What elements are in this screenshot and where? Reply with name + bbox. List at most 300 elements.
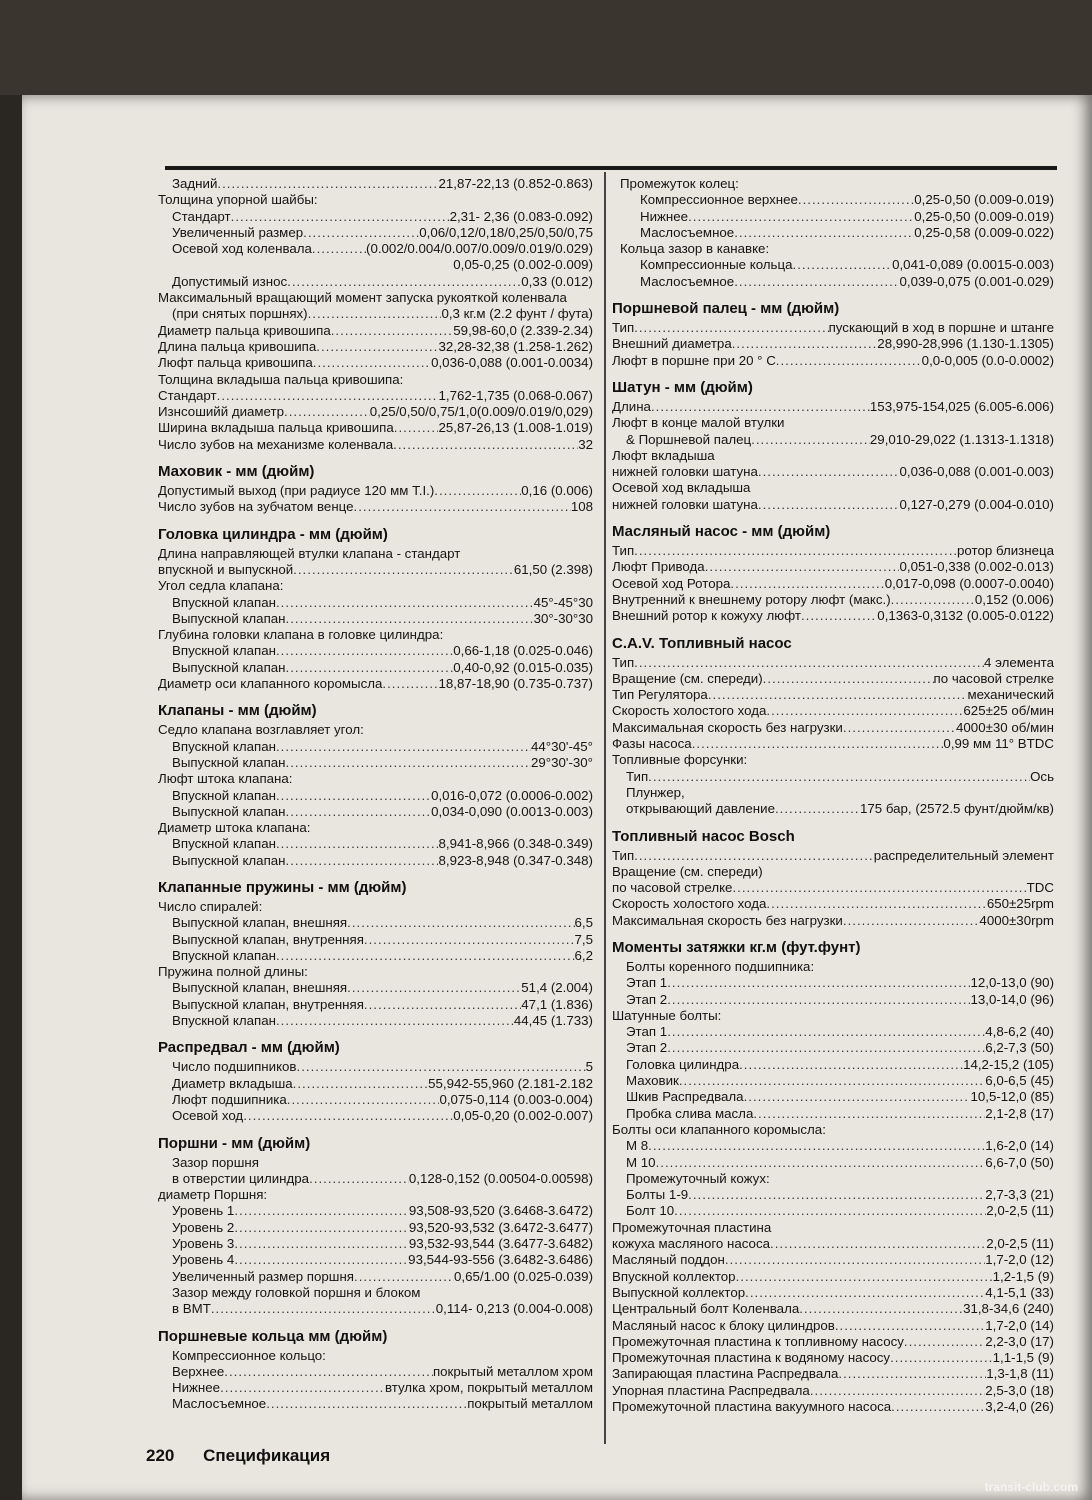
spec-label: Диаметр пальца кривошипа [158, 322, 331, 338]
leader-dots [656, 1155, 986, 1171]
leader-dots [287, 274, 521, 290]
spec-value: 10,5-12,0 (85) [970, 1089, 1054, 1105]
leader-dots [838, 1366, 986, 1382]
leader-dots [667, 975, 970, 991]
spec-row [158, 788, 593, 804]
spec-row [612, 1236, 1054, 1252]
spec-label: Болты оси клапанного коромысла: [612, 1121, 826, 1137]
spec-label: Люфт в конце малой втулки [612, 415, 785, 431]
leader-dots [843, 720, 956, 736]
leader-dots [776, 353, 922, 369]
spec-label: Число подшипников [172, 1059, 297, 1075]
spec-row [612, 1106, 1054, 1122]
spec-value: 0,25-0,50 (0.009-0.019) [914, 192, 1054, 208]
spec-label: Упорная пластина Распредвала [612, 1382, 810, 1398]
leader-dots [799, 1301, 963, 1317]
spec-label: Скорость холостого хода [612, 703, 767, 719]
right-column [612, 176, 1054, 1415]
leader-dots [394, 420, 439, 436]
spec-label: Допустимый выход (при радиусе 120 мм T.I.) [158, 483, 435, 499]
spec-label: Длина пальца кривошипа [158, 338, 317, 354]
leader-dots [286, 611, 534, 627]
spec-value: 0,33 (0.012) [521, 273, 593, 289]
spec-label: Длина [612, 398, 651, 414]
leader-dots [801, 608, 877, 624]
spec-row [612, 1301, 1054, 1317]
spec-row [158, 804, 593, 820]
left-column [158, 176, 593, 1413]
spec-value: 29,010-29,022 (1.1313-1.1318) [869, 431, 1054, 447]
spec-value: 45°-45°30 [533, 594, 593, 610]
spec-value: 0,65/1.00 (0.025-0.039) [454, 1268, 593, 1284]
spec-label: Диаметр штока клапана: [158, 820, 311, 836]
leader-dots [303, 225, 419, 241]
spec-label: Изнсошийй диаметр [158, 404, 284, 420]
spec-label: Стандарт [158, 387, 217, 403]
spec-value: 6,0-6,5 (45) [985, 1073, 1054, 1089]
spec-row [612, 320, 1054, 336]
spec-label: Тип [612, 847, 635, 863]
spec-row [158, 1269, 593, 1285]
spec-value: 55,942-55,960 (2.181-2.182 [428, 1075, 593, 1091]
leader-dots [293, 1076, 428, 1092]
leader-dots [434, 483, 521, 499]
leader-dots [331, 323, 454, 339]
leader-dots [736, 1269, 993, 1285]
spec-row [612, 480, 1054, 496]
spec-label: по часовой стрелке [612, 880, 733, 896]
spec-value: 153,975-154,025 (6.005-6.006) [869, 398, 1054, 414]
spec-value: 0,016-0,072 (0.0006-0.002) [431, 787, 593, 803]
spec-row [612, 992, 1054, 1008]
leader-dots [766, 703, 963, 719]
spec-value: TDC [1026, 880, 1054, 896]
spec-label: Максимальная скорость без нагрузки [612, 719, 843, 735]
spec-value: 0,075-0,114 (0.003-0.004) [439, 1091, 593, 1107]
spec-row [158, 1155, 593, 1171]
spec-label: М 8 [626, 1138, 649, 1154]
leader-dots [730, 576, 884, 592]
spec-value: 2,0-2,5 (11) [986, 1203, 1054, 1219]
leader-dots [758, 497, 900, 513]
leader-dots [284, 404, 370, 420]
spec-label: Задний [172, 176, 218, 191]
leader-dots [793, 257, 893, 273]
spec-row [612, 225, 1054, 241]
spec-label: Угол седла клапана: [158, 578, 284, 594]
spec-row [158, 355, 593, 371]
spec-label: Тип [612, 654, 635, 670]
spec-value: 93,508-93,520 (3.6468-3.6472) [408, 1203, 593, 1219]
spec-label: Промежуточная пластина к топливному насосу [612, 1333, 904, 1349]
spec-label: Болт 10 [626, 1203, 675, 1219]
leader-dots [266, 1396, 467, 1412]
spec-label: кожуха масляного насоса [612, 1236, 770, 1252]
spec-value: 0,05-0,20 (0.002-0.007) [453, 1108, 593, 1124]
page-number: 220 [146, 1446, 175, 1465]
leader-dots [667, 1040, 985, 1056]
spec-row [612, 576, 1054, 592]
leader-dots [891, 592, 975, 608]
spec-row [158, 1348, 593, 1364]
spec-row [612, 1252, 1054, 1268]
leader-dots [217, 388, 439, 404]
spec-label: Толщина вкладыша пальца кривошипа: [158, 371, 404, 387]
spec-label: Уровень 4 [172, 1252, 235, 1268]
spec-row [158, 1285, 593, 1301]
spec-row [612, 1203, 1054, 1219]
spec-row [612, 1187, 1054, 1203]
spec-value: 0,25-0,58 (0.009-0.022) [914, 224, 1054, 240]
spec-label: Маховик [626, 1073, 679, 1089]
leader-dots [744, 1089, 971, 1105]
spec-value: 0,127-0,279 (0.004-0.010) [899, 496, 1054, 512]
spec-label: Впускной клапан [172, 836, 276, 852]
spec-row [612, 1008, 1054, 1024]
spec-value: 44°30'-45° [531, 738, 593, 754]
spec-label: Выпускной коллектор [612, 1284, 746, 1300]
spec-value: 3,2-4,0 (26) [985, 1399, 1054, 1414]
spec-row [158, 948, 593, 964]
spec-value: 0,039-0,075 (0.001-0.029) [899, 273, 1054, 289]
spec-value: 0,034-0,090 (0.0013-0.003) [431, 803, 593, 819]
spec-row [612, 353, 1054, 369]
spec-row [612, 274, 1054, 290]
leader-dots [308, 306, 442, 322]
leader-dots [234, 1252, 408, 1268]
leader-dots [276, 836, 439, 852]
spec-label: Тип [612, 543, 635, 559]
leader-dots [745, 1285, 985, 1301]
spec-row [612, 176, 1054, 192]
spec-row [612, 959, 1054, 975]
spec-label: Уровень 1 [172, 1203, 235, 1219]
leader-dots [231, 209, 450, 225]
spec-row [612, 608, 1054, 624]
spec-label: диаметр Поршня: [158, 1187, 268, 1203]
spec-row [158, 853, 593, 869]
leader-dots [234, 1236, 409, 1252]
spec-value: 6,2-7,3 (50) [985, 1040, 1054, 1056]
spec-label: Выпускной клапан, внешняя [172, 980, 348, 996]
leader-dots [316, 339, 438, 355]
leader-dots [276, 788, 431, 804]
spec-value: 0,017-0,098 (0.0007-0.0040) [884, 575, 1054, 591]
leader-dots [634, 655, 984, 671]
leader-dots [775, 801, 860, 817]
leader-dots [364, 932, 575, 948]
section-heading: Головка цилиндра - мм (дюйм) [158, 525, 388, 543]
spec-label: Промежуточная пластина [612, 1219, 772, 1235]
header-rule [165, 166, 1057, 170]
spec-value: 32 [578, 436, 593, 452]
spec-row [612, 1318, 1054, 1334]
spec-value: 13,0-14,0 (96) [970, 991, 1054, 1007]
spec-row [612, 399, 1054, 415]
leader-dots [220, 1380, 385, 1396]
spec-label: Маслосъемное [640, 224, 735, 240]
leader-dots [708, 687, 968, 703]
spec-row [158, 483, 593, 499]
spec-label: Нижнее [172, 1380, 221, 1396]
spec-value: 0,152 (0.006) [974, 591, 1054, 607]
spec-label: Допустимый износ [172, 273, 288, 289]
spec-label: Компрессионное верхнее [640, 192, 798, 208]
spec-label: Длина направляющей втулки клапана - стандарт [158, 545, 461, 561]
spec-label: Скорость холостого хода [612, 896, 767, 912]
spec-label: Масляный поддон [612, 1252, 725, 1268]
spec-row [158, 1187, 593, 1203]
spec-label: Промежуточной пластина вакуумного насоса [612, 1399, 892, 1414]
spec-value: 4 элемента [984, 654, 1054, 670]
spec-value: 2,2-3,0 (17) [985, 1333, 1054, 1349]
spec-row [158, 1108, 593, 1124]
spec-label: Болты коренного подшипника: [626, 958, 815, 974]
spec-label: Тип Регулятора [612, 687, 708, 703]
spec-label: Внутренний к внешнему ротору люфт (макс.) [612, 591, 891, 607]
spec-label: Верхнее [172, 1363, 225, 1379]
leader-dots [770, 1236, 986, 1252]
spec-row [158, 611, 593, 627]
spec-row [158, 755, 593, 771]
spec-row [612, 1366, 1054, 1382]
leader-dots [667, 1024, 985, 1040]
spec-row [612, 703, 1054, 719]
spec-value: 1,762-1,735 (0.068-0.067) [438, 387, 593, 403]
spec-label: Тип [612, 320, 635, 336]
spec-row [158, 1380, 593, 1396]
leader-dots [286, 660, 454, 676]
spec-value: 175 бар, (2572.5 фунт/дюйм/кв) [859, 801, 1054, 817]
spec-row [158, 1171, 593, 1187]
spec-row [612, 752, 1054, 768]
spec-label: Диаметр оси клапанного коромысла [158, 676, 383, 692]
spec-row [612, 192, 1054, 208]
spec-row [158, 595, 593, 611]
spec-value: покрытый металлом [467, 1396, 593, 1412]
spec-row [158, 420, 593, 436]
spec-label: Выпускной клапан [172, 659, 286, 675]
leader-dots [286, 804, 432, 820]
spec-value: механический [967, 687, 1054, 703]
spec-label: (при снятых поршнях) [172, 306, 308, 322]
leader-dots [286, 755, 532, 771]
leader-dots [309, 1171, 409, 1187]
spec-row [158, 388, 593, 404]
spec-row [158, 372, 593, 388]
spec-row [612, 497, 1054, 513]
spec-value: 8,923-8,948 (0.347-0.348) [438, 852, 593, 868]
spec-row [612, 1122, 1054, 1138]
leader-dots [688, 209, 914, 225]
spec-label: Впускной клапан [172, 594, 276, 610]
spec-row [612, 801, 1054, 817]
spec-row [612, 1057, 1054, 1073]
spec-label: Фазы насоса [612, 736, 692, 752]
spec-label: Выпускной клапан [172, 852, 286, 868]
spec-value: 18,87-18,90 (0.735-0.737) [438, 676, 593, 692]
leader-dots [732, 336, 878, 352]
spec-value: 93,520-93,532 (3.6472-3.6477) [408, 1219, 593, 1235]
spec-label: Осевой ход Ротора [612, 575, 731, 591]
spec-label: Вращение (см. спереди) [612, 863, 763, 879]
spec-label: Этап 2 [626, 991, 668, 1007]
spec-label: Выпускной клапан, внутренняя [172, 931, 364, 947]
spec-label: Головка цилиндра [626, 1056, 740, 1072]
leader-dots [705, 559, 900, 575]
spec-row [612, 559, 1054, 575]
spec-label: Компрессионное кольцо: [172, 1347, 326, 1363]
leader-dots [739, 1057, 963, 1073]
spec-row [612, 896, 1054, 912]
spec-value: 0,114- 0,213 (0.004-0.008) [435, 1301, 593, 1317]
spec-value: 5 [585, 1059, 593, 1075]
spec-row [158, 739, 593, 755]
spec-value: 4,1-5,1 (33) [985, 1284, 1054, 1300]
leader-dots [297, 1059, 586, 1075]
spec-value: 47,1 (1.836) [521, 996, 593, 1012]
spec-value: 0,041-0,089 (0.0015-0.003) [892, 257, 1054, 273]
spec-value: 2,0-2,5 (11) [986, 1236, 1054, 1252]
spec-row [612, 1171, 1054, 1187]
spec-row [158, 1252, 593, 1268]
spec-row [158, 627, 593, 643]
spec-label: Зазор между головкой поршня и блоком [172, 1284, 421, 1300]
spec-row [158, 820, 593, 836]
spec-row [158, 257, 593, 273]
leader-dots [734, 225, 914, 241]
spec-label: М 10 [626, 1154, 656, 1170]
spec-row [158, 676, 593, 692]
spec-row [612, 655, 1054, 671]
spec-label: Пробка слива масла [626, 1105, 754, 1121]
spec-row [158, 836, 593, 852]
spec-row [612, 687, 1054, 703]
spec-row [612, 241, 1054, 257]
spec-label: Промежуток колец: [620, 176, 739, 191]
spec-label: & Поршневой палец [626, 431, 752, 447]
spec-row [158, 339, 593, 355]
spec-row [612, 1399, 1054, 1415]
leader-dots [286, 853, 439, 869]
spec-row [612, 1269, 1054, 1285]
spec-value: 2,31- 2,36 (0.083-0.092) [449, 208, 593, 224]
leader-dots [651, 399, 870, 415]
spec-row [612, 785, 1054, 801]
spec-label: Впускной клапан [172, 1013, 276, 1029]
spec-value: 1,3-1,8 (11) [986, 1366, 1054, 1382]
spec-label: Внешний ротор к кожуху люфт [612, 608, 801, 624]
spec-value: 0,051-0,338 (0.002-0.013) [899, 559, 1054, 575]
spec-label: Выпускной клапан [172, 754, 286, 770]
leader-dots [810, 1383, 985, 1399]
spec-label: Осевой ход [172, 1108, 244, 1124]
spec-label: нижней головки шатуна [612, 464, 758, 480]
section-heading: Шатун - мм (дюйм) [612, 378, 753, 396]
spec-value: 7,5 [574, 931, 593, 947]
leader-dots [766, 896, 986, 912]
spec-label: Число зубов на механизме коленвала [158, 436, 394, 452]
leader-dots [751, 432, 870, 448]
page-footer [146, 1446, 354, 1466]
leader-dots [293, 562, 514, 578]
spec-row [612, 1155, 1054, 1171]
spec-label: Ширина вкладыша пальца кривошипа [158, 420, 394, 436]
spec-value: 93,544-93-556 (3.6482-3.6486) [408, 1252, 593, 1268]
spec-label: Запирающая пластина Распредвала [612, 1366, 839, 1382]
spec-label: Маслосъемное [640, 273, 735, 289]
spec-row [158, 192, 593, 208]
spec-label: Люфт подшипника [172, 1091, 287, 1107]
spec-row [158, 499, 593, 515]
spec-row [612, 736, 1054, 752]
spec-value: 1,6-2,0 (14) [985, 1138, 1054, 1154]
spec-label: Плунжер, [626, 784, 685, 800]
spec-label: Компрессионные кольца [640, 257, 793, 273]
spec-value: 0,16 (0.006) [521, 483, 593, 499]
spec-label: Этап 2 [626, 1040, 668, 1056]
spec-value: 0,66-1,18 (0.025-0.046) [453, 643, 593, 659]
spec-label: Вращение (см. спереди) [612, 670, 763, 686]
spec-label: Выпускной клапан [172, 610, 286, 626]
leader-dots [648, 1138, 985, 1154]
spec-label: Центральный болт Коленвала [612, 1301, 800, 1317]
spec-value: по часовой стрелке [933, 670, 1054, 686]
spec-row [612, 864, 1054, 880]
leader-dots [234, 1203, 409, 1219]
spec-row [158, 997, 593, 1013]
spec-value: 4000±30 об/мин [956, 719, 1054, 735]
spec-label: Пружина полной длины: [158, 964, 308, 980]
spec-value: пускающий в ход в поршне и штанге [828, 320, 1054, 336]
spec-row [158, 578, 593, 594]
spec-row [158, 932, 593, 948]
spec-label: Максимальная скорость без нагрузки [612, 912, 843, 928]
spec-label: Болты 1-9 [626, 1187, 689, 1203]
spec-row [612, 543, 1054, 559]
spec-value: 31,8-34,6 (240) [963, 1301, 1054, 1317]
spec-row [158, 899, 593, 915]
spec-row [158, 964, 593, 980]
spec-row [612, 720, 1054, 736]
spec-label: Маслосъемное [172, 1396, 267, 1412]
spec-value: 1,7-2,0 (14) [985, 1317, 1054, 1333]
leader-dots [287, 1092, 440, 1108]
spec-label: Выпускной клапан, внешняя [172, 915, 348, 931]
section-heading: Клапанные пружины - мм (дюйм) [158, 878, 407, 896]
spec-label: Уровень 3 [172, 1236, 235, 1252]
leader-dots [347, 915, 574, 931]
leader-dots [276, 739, 531, 755]
spec-row [158, 437, 593, 453]
column-divider [604, 172, 606, 1444]
section-title: Спецификация [203, 1446, 331, 1465]
spec-row [158, 660, 593, 676]
spec-row [612, 1334, 1054, 1350]
spec-row [158, 915, 593, 931]
spec-value: 0,99 мм 11° BTDC [943, 736, 1054, 752]
spec-value: 0,036-0,088 (0.001-0.003) [899, 464, 1054, 480]
spec-label: Шатунные болты: [612, 1007, 722, 1023]
spec-row [158, 1236, 593, 1252]
section-heading: Топливный насос Bosch [612, 827, 795, 845]
spec-row [158, 771, 593, 787]
spec-row [612, 1285, 1054, 1301]
leader-dots [276, 643, 453, 659]
leader-dots [732, 880, 1026, 896]
spec-row [158, 546, 593, 562]
spec-row [612, 880, 1054, 896]
